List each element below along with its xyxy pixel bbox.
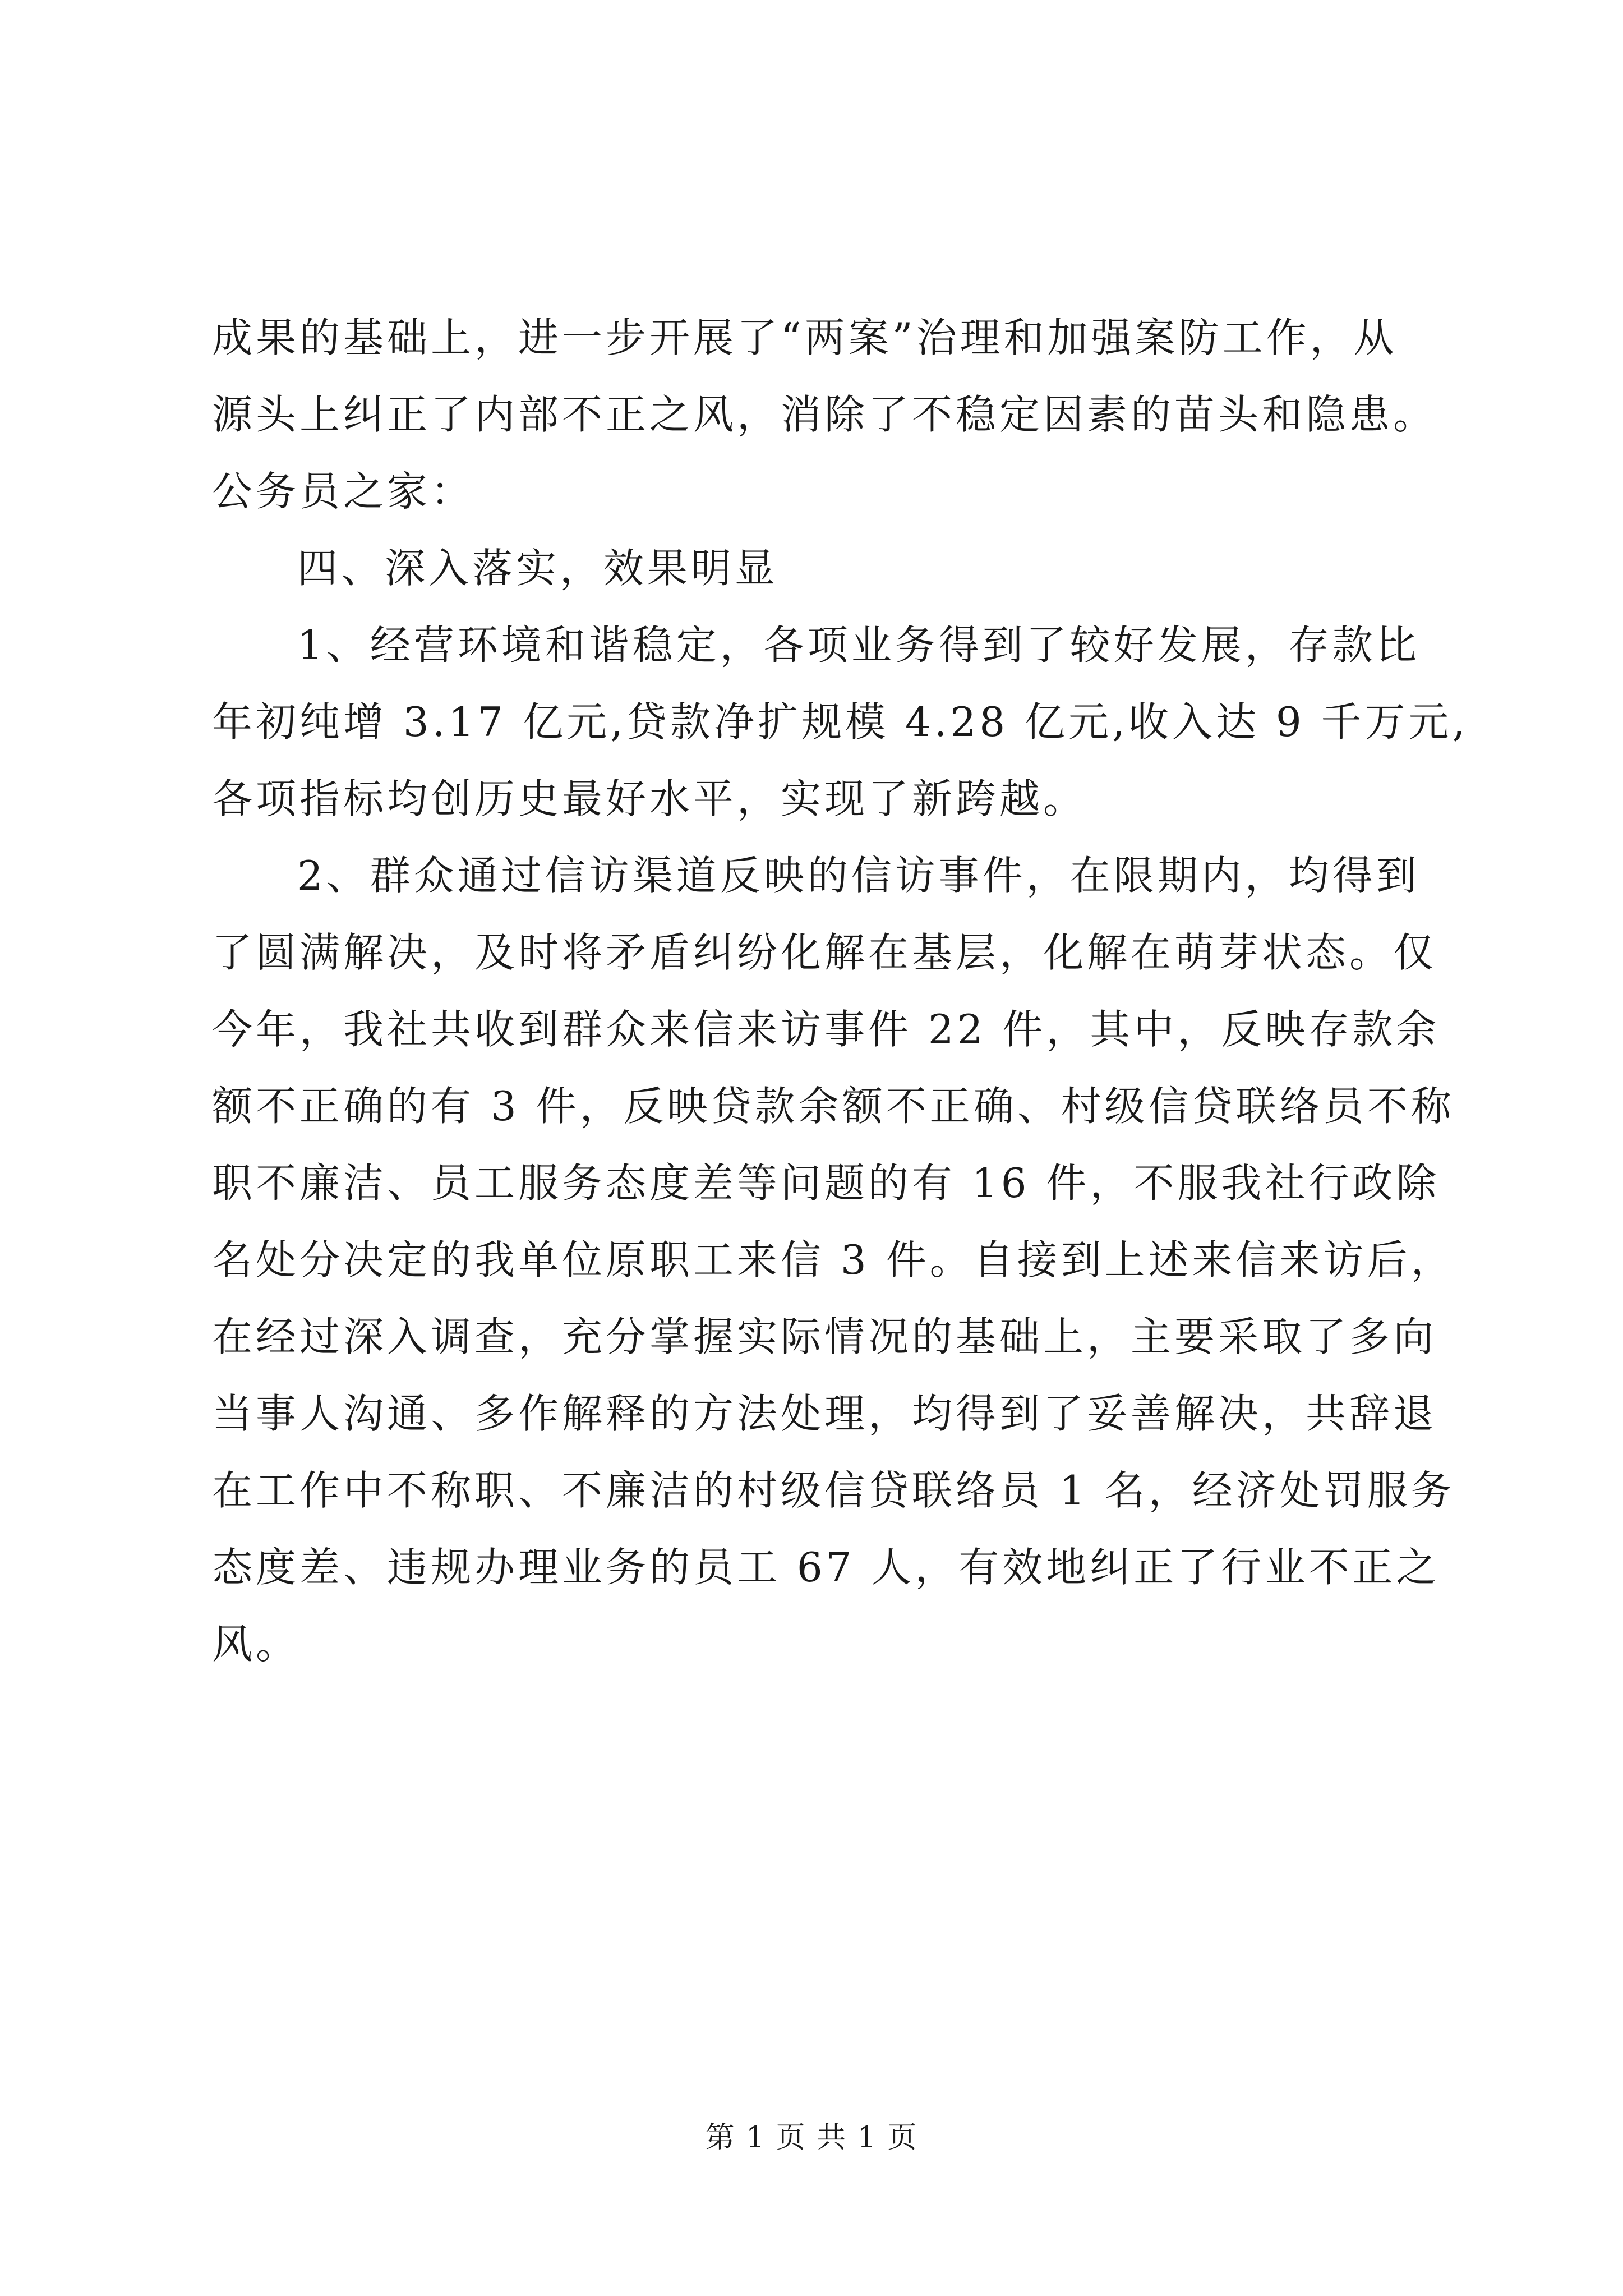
document-body [212, 300, 1469, 1683]
paragraph-line: 态度差、违规办理业务的员工 67 人，有效地纠正了行业不正之 [212, 1544, 1440, 1591]
paragraph-line: 源头上纠正了内部不正之风，消除了不稳定因素的苗头和隐患。 [212, 391, 1437, 438]
paragraph-line: 各项指标均创历史最好水平，实现了新跨越。 [212, 775, 1087, 822]
paragraph-line: 公务员之家： [212, 468, 475, 515]
paragraph-line: 年初纯增 3.17 亿元,贷款净扩规模 4.28 亿元,收入达 9 千万元, [212, 698, 1469, 746]
paragraph-line: 在经过深入调查，充分掌握实际情况的基础上，主要采取了多向 [212, 1313, 1437, 1360]
paragraph-line: 当事人沟通、多作解释的方法处理，均得到了妥善解决，共辞退 [212, 1390, 1437, 1437]
paragraph-line: 在工作中不称职、不廉洁的村级信贷联络员 1 名，经济处罚服务 [212, 1467, 1455, 1514]
paragraph-line: 额不正确的有 3 件，反映贷款余额不正确、村级信贷联络员不称 [212, 1083, 1455, 1130]
paragraph-line: 2、群众通过信访渠道反映的信访事件，在限期内，均得到 [297, 852, 1420, 899]
page-footer: 第 1 页 共 1 页 [705, 2121, 918, 2155]
paragraph-line: 成果的基础上，进一步开展了“两案”治理和加强案防工作，从 [212, 314, 1398, 361]
paragraph-line: 风。 [212, 1621, 300, 1668]
section-heading: 四、深入落实，效果明显 [297, 545, 779, 592]
paragraph-line: 名处分决定的我单位原职工来信 3 件。自接到上述来信来访后， [212, 1236, 1455, 1283]
paragraph-line: 今年，我社共收到群众来信来访事件 22 件，其中，反映存款余 [212, 1006, 1440, 1053]
paragraph-line: 职不廉洁、员工服务态度差等问题的有 16 件，不服我社行政除 [212, 1159, 1440, 1207]
paragraph-line: 了圆满解决，及时将矛盾纠纷化解在基层，化解在萌芽状态。仅 [212, 929, 1437, 976]
paragraph-line: 1、经营环境和谐稳定，各项业务得到了较好发展，存款比 [297, 622, 1420, 669]
